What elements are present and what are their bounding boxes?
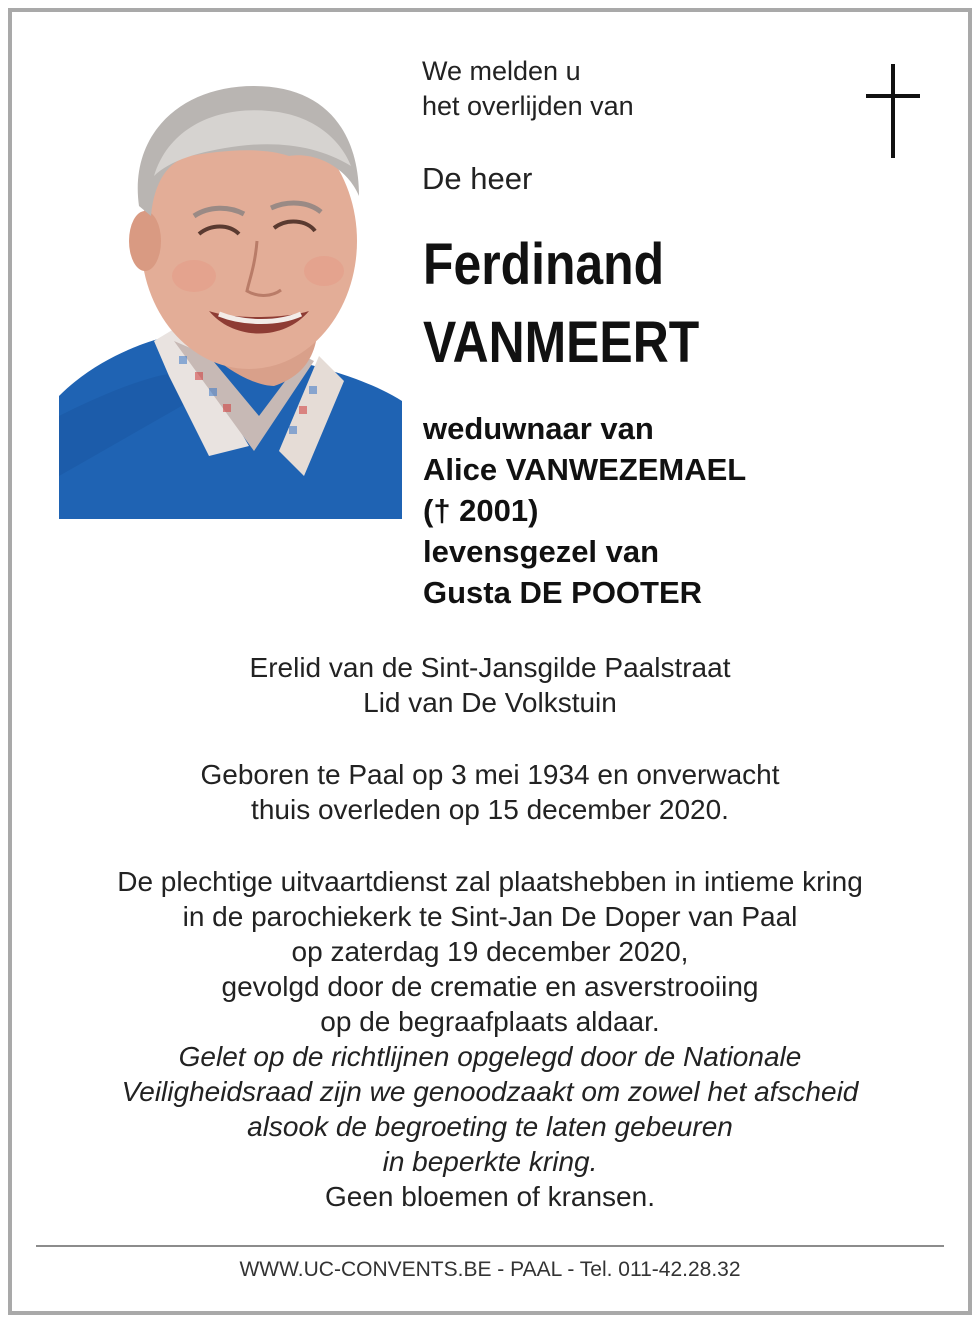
footer-divider <box>36 1245 944 1247</box>
relation-line: weduwnaar van <box>423 411 654 446</box>
funeral-home-contact: WWW.UC-CONVENTS.BE - PAAL - Tel. 011-42.28.32 <box>239 1258 741 1281</box>
relations-block <box>423 408 746 613</box>
funeral-block <box>0 864 980 1214</box>
covid-notice-line: alsook de begroeting te laten gebeuren <box>247 1111 733 1142</box>
covid-notice-line: Gelet op de richtlijnen opgelegd door de Nationale <box>178 1041 802 1072</box>
portrait-illustration <box>59 56 402 519</box>
memberships-block <box>0 650 980 720</box>
birth-death-block <box>0 757 980 827</box>
membership-line: Lid van De Volkstuin <box>363 687 617 718</box>
birth-death-line: Geboren te Paal op 3 mei 1934 en onverwacht <box>200 759 780 790</box>
closing-line: Geen bloemen of kransen. <box>325 1181 655 1212</box>
funeral-line: op de begraafplaats aldaar. <box>320 1006 660 1037</box>
funeral-line: De plechtige uitvaartdienst zal plaatshebben in intieme kring <box>117 866 863 897</box>
relation-line: levensgezel van <box>423 534 660 569</box>
funeral-line: in de parochiekerk te Sint-Jan De Doper van Paal <box>182 901 798 932</box>
honorific: De heer <box>422 161 533 196</box>
portrait-photo <box>59 56 402 519</box>
relation-line: Alice VANWEZEMAEL <box>423 452 747 487</box>
relation-line: († 2001) <box>423 493 539 528</box>
first-name: Ferdinand <box>423 232 665 297</box>
funeral-line: gevolgd door de crematie en asverstrooiing <box>221 971 759 1002</box>
last-name: VANMEERT <box>423 310 700 375</box>
intro-text <box>422 54 634 124</box>
deceased-name <box>423 226 699 382</box>
membership-line: Erelid van de Sint-Jansgilde Paalstraat <box>249 652 731 683</box>
funeral-line: op zaterdag 19 december 2020, <box>291 936 689 967</box>
covid-notice-line: in beperkte kring. <box>382 1146 598 1177</box>
covid-notice-line: Veiligheidsraad zijn we genoodzaakt om zowel het afscheid <box>121 1076 859 1107</box>
birth-death-line: thuis overleden op 15 december 2020. <box>251 794 729 825</box>
latin-cross-icon <box>866 64 920 158</box>
relation-line: Gusta DE POOTER <box>423 575 703 610</box>
intro-line: het overlijden van <box>422 91 634 121</box>
intro-line: We melden u <box>422 56 581 86</box>
